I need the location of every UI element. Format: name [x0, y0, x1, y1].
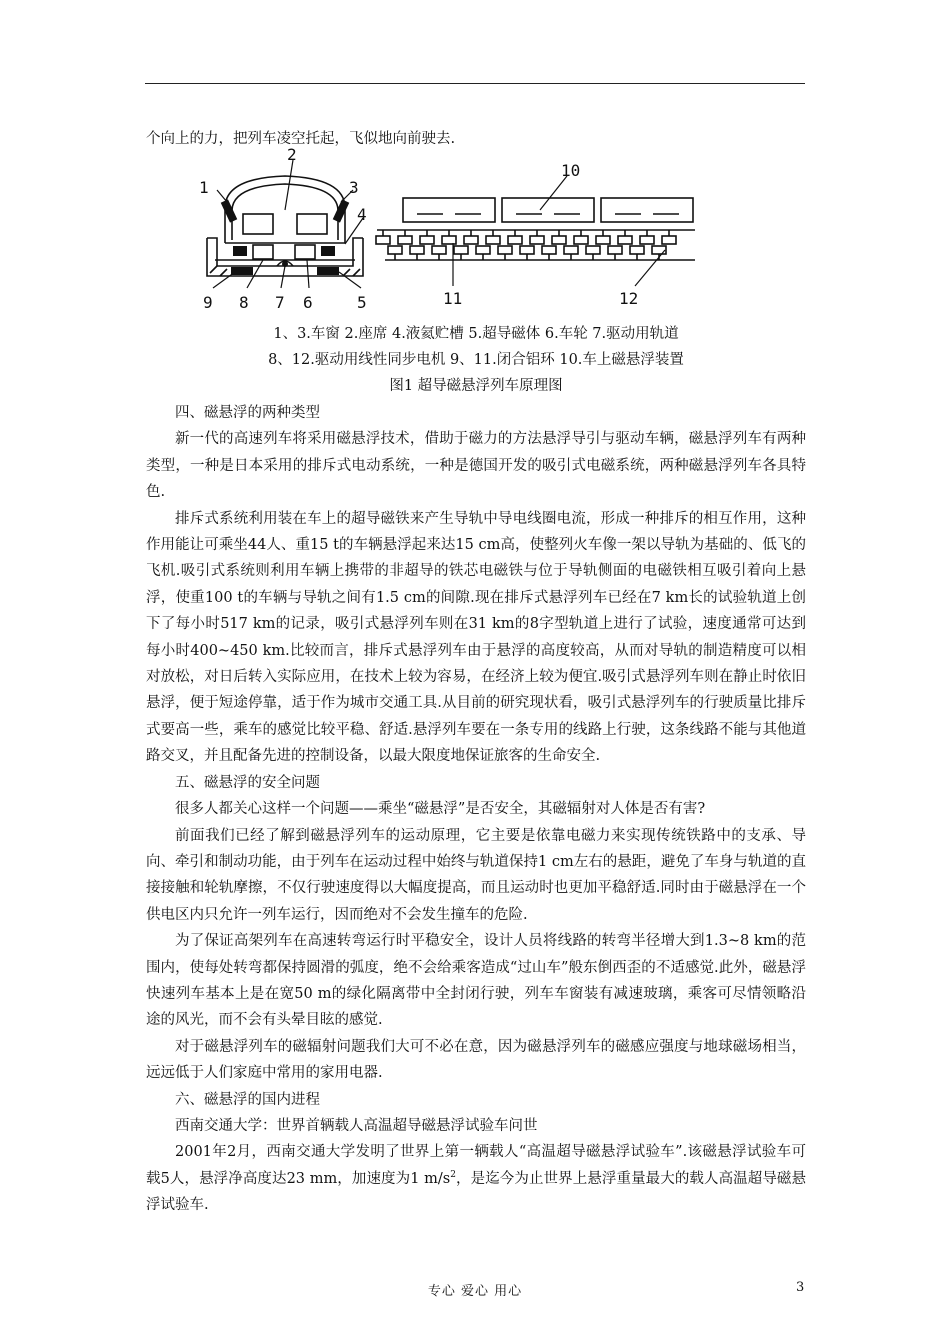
diagram-label: 10	[561, 161, 581, 180]
diagram-label: 11	[443, 289, 463, 308]
figure-caption: 图1 超导磁悬浮列车原理图	[389, 378, 563, 394]
section-heading: 六、磁悬浮的国内进程	[175, 1091, 320, 1108]
diagram-label: 3	[349, 178, 359, 197]
section-heading: 五、磁悬浮的安全问题	[175, 774, 320, 791]
paragraph: 为了保证高架列车在高速转弯运行时平稳安全，设计人员将线路的转弯半径增大到1.3~8 km的范围内，使每处转弯都保持圆滑的弧度，绝不会给乘客造成“过山车”般东倒西歪的不适感觉.此外，磁悬浮快速列车基本上是在宽50 m的绿化隔离带中全封闭行驶，列车车窗装有减速玻璃，乘客可尽情领略沿途的风光，而不会有头晕目眩的感觉.	[146, 933, 806, 1029]
footer-motto: 专心 爱心 用心	[427, 1284, 523, 1299]
figure-legend-2: 8、12.驱动用线性同步电机 9、11.闭合铝环 10.车上磁悬浮装置	[268, 352, 684, 368]
diagram-label: 4	[357, 205, 367, 224]
diagram-label: 5	[357, 293, 367, 312]
paragraph-last: 2001年2月，西南交通大学发明了世界上第一辆载人“高温超导磁悬浮试验车”.该磁悬浮试验车可载5人，悬浮净高度达23 mm，加速度为1 $m/s^2$，是迄今为止世界上悬浮重量最大的载人高温超导磁悬浮试验车.	[146, 1144, 807, 1214]
paragraph: 排斥式系统利用装在车上的超导磁铁来产生导轨中导电线圈电流，形成一种排斥的相互作用，这种作用能让可乘坐44人、重15 t的车辆悬浮起来达15 cm高，使整列火车像一架以导轨为基础的、低飞的飞机.吸引式系统则利用车辆上携带的非超导的铁芯电磁铁与位于导轨侧面的电磁铁相互吸引着向上悬浮，使重100 t的车辆与导轨之间有1.5 cm的间隙.现在排斥式悬浮列车已经在7 km长的试验轨道上创下了每小时517 km的记录，吸引式悬浮列车则在31 km的8字型轨道上进行了试验，速度通常可达到每小时400~450 km.比较而言，排斥式悬浮列车由于悬浮的高度较高，从而对导轨的制造精度可以相对放松，对日后转入实际应用，在技术上较为容易，在经济上较为便宜.吸引式悬浮列车则在静止时依旧悬浮，便于短途停靠，适于作为城市交通工具.从目前的研究现状看，吸引式悬浮列车的行驶质量比排斥式要高一些，乘车的感觉比较平稳、舒适.悬浮列车要在一条专用的线路上行驶，这条线路不能与其他道路交叉，并且配备先进的控制设备，以最大限度地保证旅客的生命安全.	[146, 510, 806, 765]
body-text	[146, 400, 806, 1219]
paragraph: 对于磁悬浮列车的磁辐射问题我们大可不必在意，因为磁悬浮列车的磁感应强度与地球磁场相当，远远低于人们家庭中常用的家用电器.	[146, 1038, 806, 1082]
paragraph: 前面我们已经了解到磁悬浮列车的运动原理，它主要是依靠电磁力来实现传统铁路中的支承、导向、牵引和制动功能，由于列车在运动过程中始终与轨道保持1 cm左右的悬距，避免了车身与轨道的直接接触和轮轨摩擦，不仅行驶速度得以大幅度提高，而且运动时也更加平稳舒适.同时由于磁悬浮在一个供电区内只允许一列车运行，因而绝对不会发生撞车的危险.	[146, 827, 806, 923]
paragraph: 很多人都关心这样一个问题——乘坐“磁悬浮”是否安全，其磁辐射对人体是否有害?	[175, 801, 706, 818]
diagram-label: 6	[303, 293, 313, 312]
figure-legend-1: 1、3.车窗 2.座席 4.液氦贮槽 5.超导磁体 6.车轮 7.驱动用轨道	[273, 326, 679, 342]
maglev-diagram	[195, 148, 705, 318]
paragraph: 新一代的高速列车将采用磁悬浮技术，借助于磁力的方法悬浮导引与驱动车辆，磁悬浮列车有两种类型，一种是日本采用的排斥式电动系统，一种是德国开发的吸引式电磁系统，两种磁悬浮列车各具特色.	[146, 431, 806, 501]
paragraph: 西南交通大学：世界首辆载人高温超导磁悬浮试验车问世	[175, 1117, 538, 1134]
diagram-label: 1	[199, 178, 209, 197]
header-rule	[145, 83, 805, 84]
diagram-label: 12	[619, 289, 639, 308]
diagram-label: 8	[239, 293, 249, 312]
diagram-label: 7	[275, 293, 285, 312]
diagram-label: 9	[203, 293, 213, 312]
diagram-label: 2	[287, 148, 297, 164]
section-heading: 四、磁悬浮的两种类型	[175, 405, 320, 421]
page-number: 3	[796, 1280, 805, 1295]
lead-line: 个向上的力，把列车凌空托起，飞似地向前驶去.	[146, 131, 456, 147]
